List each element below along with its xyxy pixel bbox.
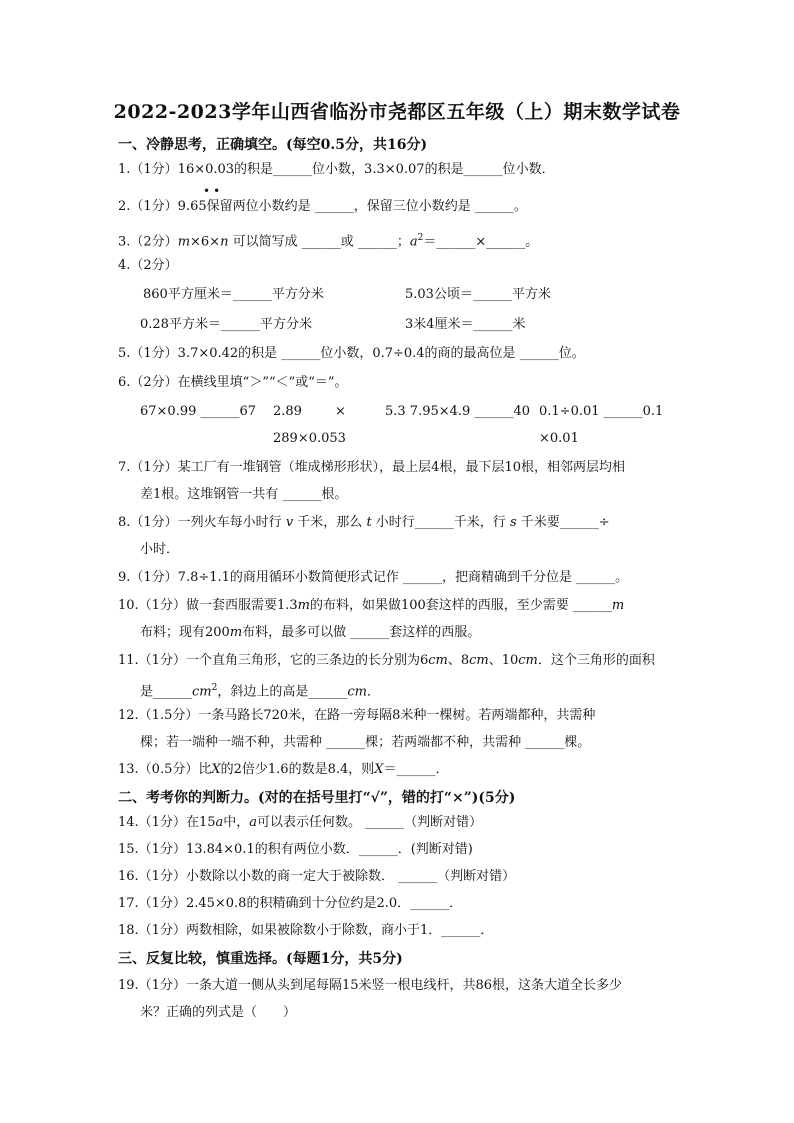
question-12: 12.（1.5分）一条马路长720米，在路一旁每隔8米种一棵树。若两端都种，共需种	[118, 708, 596, 723]
question-14-text: 可以表示任何数。 ______（判断对错）	[257, 815, 483, 830]
question-14	[118, 813, 482, 833]
question-17: 17.（1分）2.45×0.8的积精确到十分位约是2.0．______．	[118, 896, 463, 911]
question-3-number: 3.（2分）	[118, 234, 178, 250]
var-n: n	[220, 234, 229, 250]
question-6-item: 5.3 7.95×4.9 ______40	[385, 404, 530, 419]
var-x: X	[211, 762, 221, 777]
question-8-text: 千米要______÷	[516, 515, 610, 530]
question-6-item: 2.89	[273, 404, 302, 419]
question-4: 4.（2分）	[118, 258, 178, 273]
question-11-cont	[140, 678, 380, 702]
question-8-cont: 小时．	[140, 542, 180, 557]
question-6-item: ×	[335, 404, 346, 419]
question-7: 7.（1分）某工厂有一堆钢管（堆成梯形形状），最上层4根，最下层10根，相邻两层均相	[118, 460, 625, 475]
unit-cm: cm	[428, 653, 448, 668]
question-8	[118, 513, 610, 533]
question-4-item: 3米4厘米＝______米	[405, 317, 526, 332]
question-13-text: ＝______．	[383, 762, 449, 777]
question-11-text: ，斜边上的高是______	[217, 684, 348, 700]
question-13	[118, 760, 449, 780]
unit-cm: cm	[518, 653, 538, 668]
var-t: t	[366, 515, 372, 530]
question-8-text: 小时行______千米，行	[371, 515, 510, 530]
question-10-cont	[140, 623, 480, 643]
question-13-text: 13.（0.5分）比	[118, 762, 212, 777]
question-10	[118, 596, 624, 616]
question-14-text: 中，	[223, 815, 250, 830]
question-10-text: 布料，最多可以做 ______套这样的西服。	[242, 625, 481, 640]
question-3	[118, 228, 538, 252]
var-a: a	[249, 815, 258, 830]
page-title: 2022-2023学年山西省临汾市尧都区五年级（上）期末数学试卷	[113, 101, 681, 123]
question-13-text: 的2倍少1.6的数是8.4，则	[220, 762, 375, 777]
question-8-text: 千米，那么	[293, 515, 367, 530]
question-6-item: ×0.01	[539, 431, 579, 446]
question-7-cont: 差1根。这堆钢管一共有 ______根。	[140, 487, 348, 502]
question-11-text: 是______	[140, 684, 193, 700]
var-a: a	[215, 815, 224, 830]
question-4-item: 5.03公顷＝______平方米	[405, 287, 551, 302]
unit-cm: cm	[192, 684, 212, 700]
question-14-text: 14.（1分）在15	[118, 815, 216, 830]
question-11-text: 11.（1分）一个直角三角形，它的三条边的长分别为6	[118, 653, 429, 668]
question-10-text: 10.（1分）做一套西服需要1.3	[118, 598, 298, 613]
unit-m: m	[297, 598, 310, 613]
question-3-text: ×6×	[190, 234, 221, 250]
question-2: 2.（1分）9.65保留两位小数约是 ______，保留三位小数约是 ______。	[118, 199, 527, 214]
question-16: 16.（1分）小数除以小数的商一定大于被除数． ______（判断对错）	[118, 869, 516, 884]
question-6: 6.（2分）在横线里填“＞”“＜”或“＝”。	[118, 375, 348, 390]
question-1: 1.（1分）16×0.03的积是______位小数，3.3×0.07的积是______位小数．	[118, 162, 555, 177]
var-v: v	[285, 515, 294, 530]
question-8-text: 8.（1分）一列火车每小时行	[118, 515, 286, 530]
question-4-item: 860平方厘米＝______平方分米	[143, 287, 324, 302]
question-5: 5.（1分）3.7×0.42的积是 ______位小数，0.7÷0.4的商的最高位是 ______位。	[118, 346, 585, 361]
repeating-decimal-dots: ••	[203, 184, 224, 198]
question-6-item: 289×0.053	[273, 431, 346, 446]
question-6-item: 0.1÷0.01 ______0.1	[539, 404, 664, 419]
var-a: a	[409, 234, 418, 250]
superscript: 2	[417, 233, 424, 243]
question-3-text: 可以简写成 ______或 ______；	[228, 234, 410, 250]
question-19: 19.（1分）一条大道一侧从头到尾每隔15米竖一根电线杆，共86根，这条大道全长多少	[118, 978, 623, 993]
question-12-cont: 棵；若一端种一端不种，共需种 ______棵；若两端都不种，共需种 ______棵。	[140, 735, 591, 750]
question-4-item: 0.28平方米＝______平方分米	[140, 317, 312, 332]
question-10-text: 的布料，如果做100套这样的西服，至少需要 ______	[309, 598, 612, 613]
var-s: s	[509, 515, 517, 530]
superscript: 2	[211, 683, 218, 693]
unit-m: m	[229, 625, 243, 640]
section-heading-1: 一、冷静思考，正确填空。(每空0.5分，共16分)	[118, 137, 428, 153]
question-11-text: ．	[366, 684, 380, 700]
unit-cm: cm	[347, 684, 367, 700]
question-15: 15.（1分）13.84×0.1的积有两位小数．______．(判断对错)	[118, 842, 473, 857]
question-10-text: 布料；现有200	[140, 625, 230, 640]
var-m: m	[177, 234, 191, 250]
var-x: X	[374, 762, 384, 777]
question-11-text: 、10	[488, 653, 519, 668]
question-11-text: ．这个三角形的面积	[537, 653, 655, 668]
unit-cm: cm	[469, 653, 489, 668]
section-heading-2: 二、考考你的判断力。(对的在括号里打“√”，错的打“×”)(5分)	[118, 790, 516, 806]
question-9: 9.（1分）7.8÷1.1的商用循环小数简便形式记作 ______，把商精确到千分位是 ______。	[118, 570, 629, 585]
question-6-item: 67×0.99 ______67	[140, 404, 257, 419]
question-11-text: 、8	[447, 653, 470, 668]
unit-m: m	[611, 598, 625, 613]
question-18: 18.（1分）两数相除，如果被除数小于除数，商小于1．______．	[118, 923, 494, 938]
section-heading-3: 三、反复比较，慎重选择。(每题1分，共5分)	[118, 951, 403, 967]
question-19-cont: 米？正确的列式是（ ）	[140, 1005, 297, 1020]
question-3-text: ＝______×______。	[423, 234, 539, 250]
question-11	[118, 651, 655, 671]
